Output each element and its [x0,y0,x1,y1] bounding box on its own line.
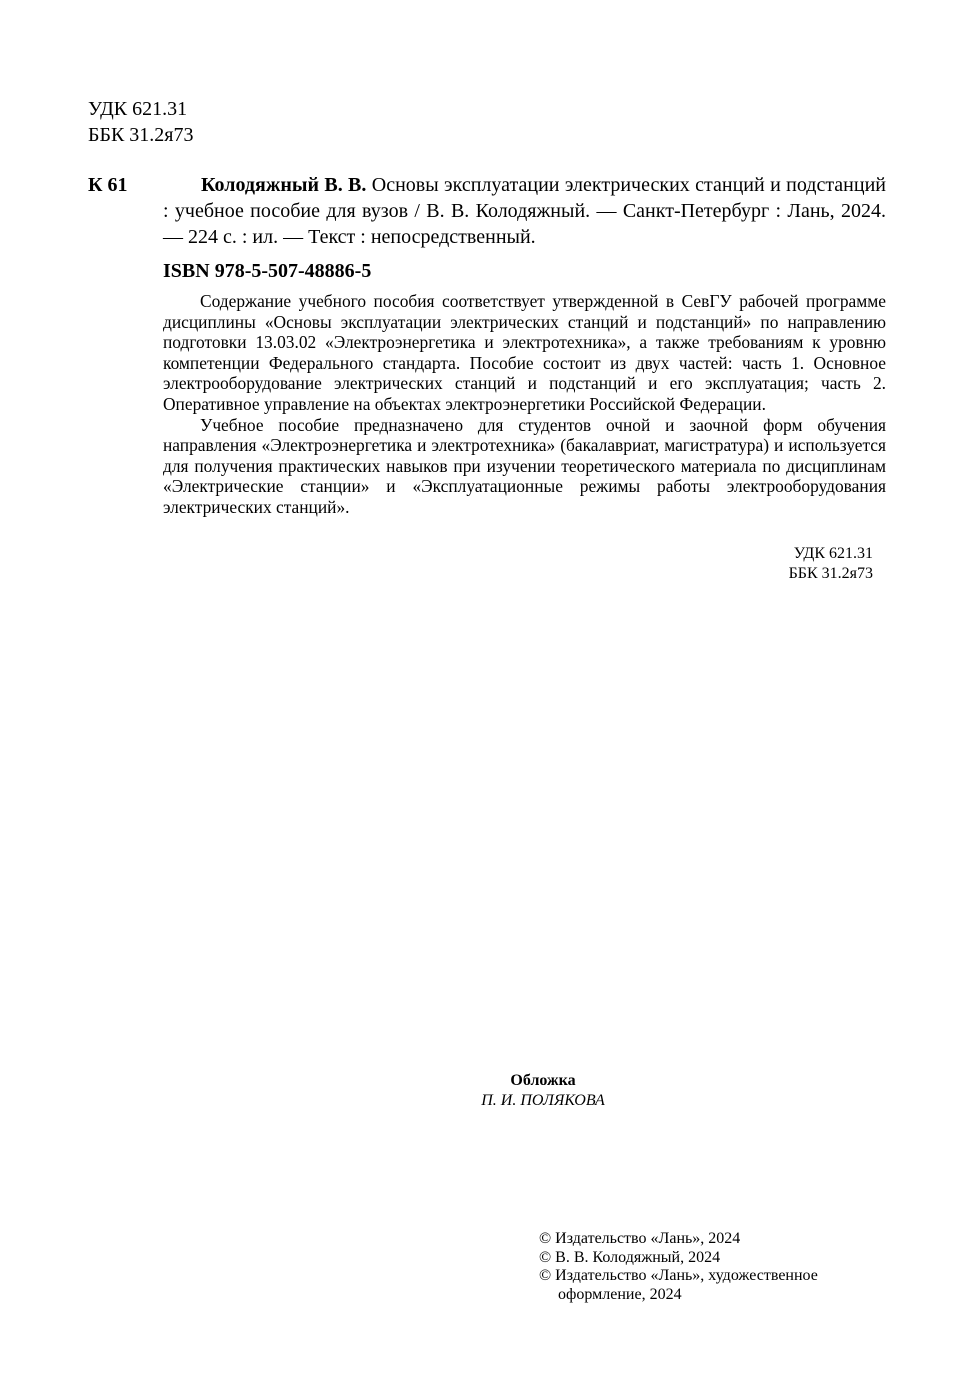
annotation-paragraph: Учебное пособие предназначено для студентов очной и заочной форм обучения направления «Электроэнергетика и электротехника» (бакалавриат, магистратура) и используется для получения практических навыков при изучении теоретического материала по дисциплинам «Электрические станции» и «Эксплуатационные режимы работы электрооборудования электрических станций». [163,414,886,517]
udk-code: УДК 621.31 [793,545,873,562]
udk-code: УДК 621.31 [88,98,188,120]
bibliographic-record [163,172,886,250]
author-name: Колодяжный В. В. [201,174,367,196]
bbk-code: ББК 31.2я73 [788,565,873,582]
cover-label: Обложка [510,1072,576,1089]
copyright-line-continuation: оформление, 2024 [558,1285,682,1303]
annotation [163,291,886,518]
classification-footer [700,544,873,584]
copyright-line: © В. В. Колодяжный, 2024 [539,1248,721,1266]
author-sign: К 61 [88,174,128,196]
classification-header [88,96,194,148]
copyright-notice [539,1230,869,1304]
copyright-line: © Издательство «Лань», 2024 [539,1230,741,1247]
bibliographic-description: Основы эксплуатации электрических станций и подстанций : учебное пособие для вузов / В. В. Колодяжный. — Санкт-Петербург : Лань, 2024. — 224 с. : ил. — Текст : непосредственный. [163,174,886,248]
bbk-code: ББК 31.2я73 [88,124,194,146]
cover-designer: П. И. ПОЛЯКОВА [481,1092,605,1109]
isbn: ISBN 978-5-507-48886-5 [163,260,372,282]
copyright-line: © Издательство «Лань», художественное [539,1267,818,1284]
cover-credit [378,1071,708,1111]
annotation-paragraph: Содержание учебного пособия соответствует утвержденной в СевГУ рабочей программе дисциплины «Основы эксплуатации электрических станций и подстанций» по направлению подготовки 13.03.02 «Электроэнергетика и электротехника», а также требованиям к уровню компетенции Федерального стандарта. Пособие состоит из двух частей: часть 1. Основное электрооборудование электрических станций и подстанций и его эксплуатация; часть 2. Оперативное управление на объектах электроэнергетики Российской Федерации. [163,291,886,414]
